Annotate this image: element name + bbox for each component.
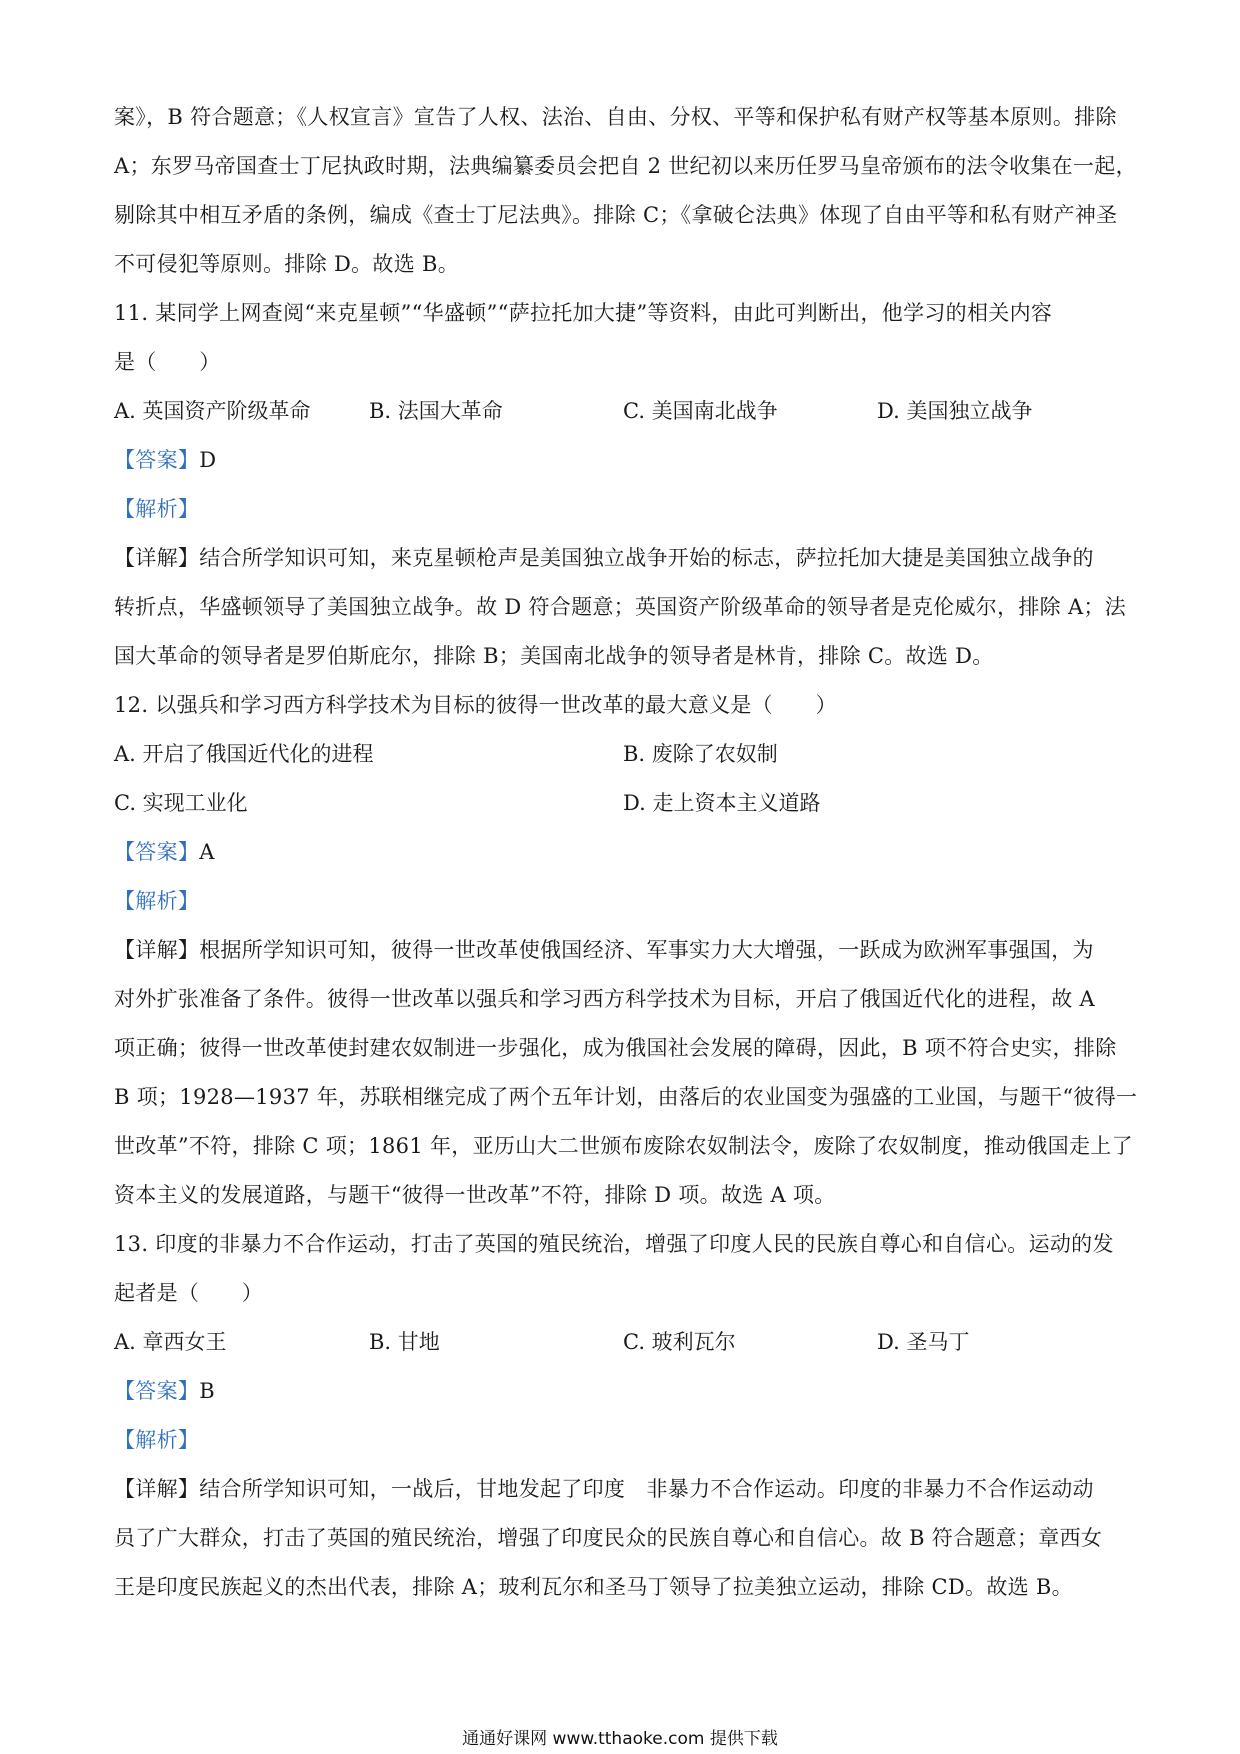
q13-answer	[114, 1376, 1130, 1406]
intro-line-2: A；东罗马帝国查士丁尼执政时期，法典编纂委员会把自 2 世纪初以来历任罗马皇帝颁布的法令收集在一起，	[114, 154, 1137, 178]
detail-tag: 【详解】	[114, 546, 200, 570]
intro-line-1: 案》，B 符合题意；《人权宣言》宣告了人权、法治、自由、分权、平等和保护私有财产权等基本原则。排除	[114, 105, 1117, 129]
q11-option-c: C. 美国南北战争	[623, 399, 778, 423]
q12-detail-line-3: 项正确；彼得一世改革使封建农奴制进一步强化，成为俄国社会发展的障碍，因此，B 项不符合史实，排除	[114, 1036, 1117, 1060]
q12-option-b: B. 废除了农奴制	[623, 742, 778, 766]
q12-detail-line-1	[114, 935, 1130, 965]
detail-tag: 【详解】	[114, 1477, 200, 1501]
q13-stem-line-1: 13. 印度的非暴力不合作运动，打击了英国的殖民统治，增强了印度人民的民族自尊心和自信心。运动的发	[114, 1232, 1114, 1256]
q13-detail-line-3: 王是印度民族起义的杰出代表，排除 A；玻利瓦尔和圣马丁领导了拉美独立运动，排除 CD。故选 B。	[114, 1575, 1073, 1599]
detail-tag: 【详解】	[114, 938, 200, 962]
q13-detail-line-2: 员了广大群众，打击了英国的殖民统治，增强了印度民众的民族自尊心和自信心。故 B 符合题意；章西女	[114, 1526, 1103, 1550]
q13-detail-text-1: 结合所学知识可知，一战后，甘地发起了印度 非暴力不合作运动。印度的非暴力不合作运动动	[199, 1477, 1094, 1501]
q13-option-b: B. 甘地	[369, 1330, 440, 1354]
intro-line-3: 剔除其中相互矛盾的条例，编成《查士丁尼法典》。排除 C；《拿破仑法典》体现了自由平等和私有财产神圣	[114, 203, 1118, 227]
analysis-tag: 【解析】	[114, 889, 200, 913]
q12-detail-line-6: 资本主义的发展道路，与题干“彼得一世改革”不符，排除 D 项。故选 A 项。	[114, 1183, 836, 1207]
answer-tag: 【答案】	[114, 1379, 200, 1403]
q11-option-d: D. 美国独立战争	[877, 399, 1033, 423]
q12-option-a: A. 开启了俄国近代化的进程	[114, 742, 374, 766]
q12-option-d: D. 走上资本主义道路	[623, 791, 821, 815]
q11-detail-line-3: 国大革命的领导者是罗伯斯庇尔，排除 B；美国南北战争的领导者是林肯，排除 C。故选 D。	[114, 644, 994, 668]
q13-detail-line-1	[114, 1474, 1130, 1504]
q12-analysis	[114, 886, 1130, 916]
analysis-tag: 【解析】	[114, 497, 200, 521]
q11-option-a: A. 英国资产阶级革命	[114, 399, 311, 423]
q11-detail-line-2: 转折点，华盛顿领导了美国独立战争。故 D 符合题意；英国资产阶级革命的领导者是克伦威尔，排除 A；法	[114, 595, 1127, 619]
q13-option-c: C. 玻利瓦尔	[623, 1330, 736, 1354]
q13-option-a: A. 章西女王	[114, 1330, 227, 1354]
analysis-tag: 【解析】	[114, 1428, 200, 1452]
q12-detail-text-1: 根据所学知识可知，彼得一世改革使俄国经济、军事实力大大增强，一跃成为欧洲军事强国，为	[199, 938, 1094, 962]
q11-option-b: B. 法国大革命	[369, 399, 503, 423]
q11-stem-line-2: 是（ ）	[114, 350, 221, 374]
q11-stem-line-1: 11. 某同学上网查阅“来克星顿”“华盛顿”“萨拉托加大捷”等资料，由此可判断出，他学习的相关内容	[114, 301, 1053, 325]
q11-analysis	[114, 494, 1130, 524]
q12-detail-line-5: 世改革”不符，排除 C 项；1861 年，亚历山大二世颁布废除农奴制法令，废除了农奴制度，推动俄国走上了	[114, 1134, 1133, 1158]
q11-detail-text-1: 结合所学知识可知，来克星顿枪声是美国独立战争开始的标志，萨拉托加大捷是美国独立战争的	[199, 546, 1094, 570]
q13-stem-line-2: 起者是（ ）	[114, 1281, 264, 1305]
q12-answer	[114, 837, 1130, 867]
answer-tag: 【答案】	[114, 448, 200, 472]
answer-tag: 【答案】	[114, 840, 200, 864]
q12-stem-line-1: 12. 以强兵和学习西方科学技术为目标的彼得一世改革的最大意义是（ ）	[114, 693, 837, 717]
q12-detail-line-2: 对外扩张准备了条件。彼得一世改革以强兵和学习西方科学技术为目标，开启了俄国近代化的进程，故 A	[114, 987, 1095, 1011]
q13-option-d: D. 圣马丁	[877, 1330, 970, 1354]
page-footer: 通通好课网 www.tthaoke.com 提供下载	[462, 1729, 778, 1749]
q12-detail-line-4: B 项；1928—1937 年，苏联相继完成了两个五年计划，由落后的农业国变为强盛的工业国，与题干“彼得一	[114, 1085, 1138, 1109]
answer-value: D	[199, 448, 217, 472]
q11-answer	[114, 445, 1130, 475]
intro-line-4: 不可侵犯等原则。排除 D。故选 B。	[114, 252, 460, 276]
q13-analysis	[114, 1425, 1130, 1455]
q11-detail-line-1	[114, 543, 1130, 573]
q12-option-c: C. 实现工业化	[114, 791, 248, 815]
answer-value: A	[199, 840, 215, 864]
answer-value: B	[199, 1379, 215, 1403]
